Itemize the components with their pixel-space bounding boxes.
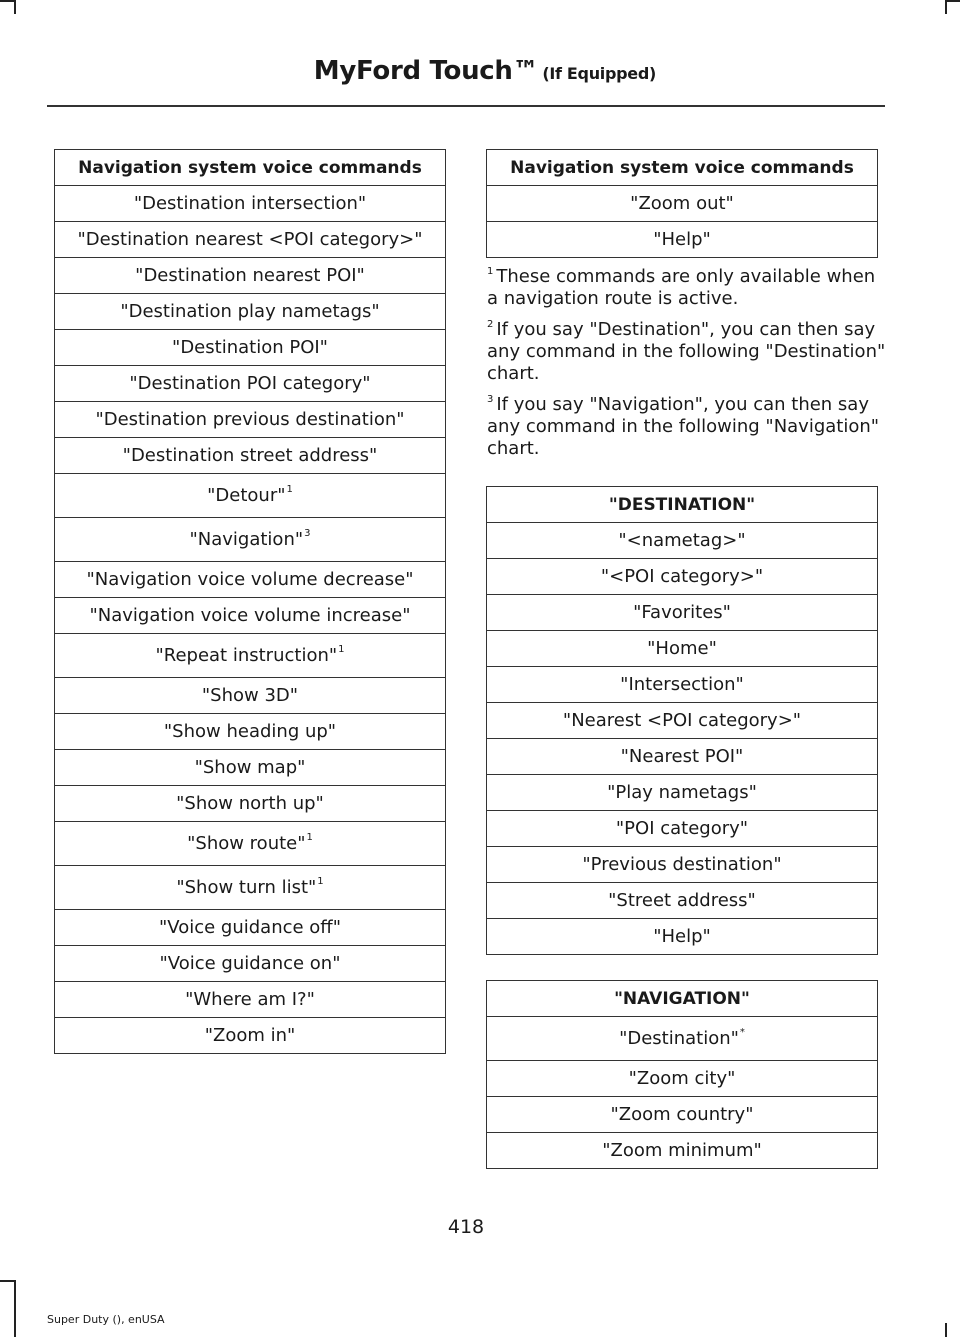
command-cell: [487, 667, 878, 703]
page-header: [314, 56, 656, 86]
header-title-suffix: (If Equipped): [542, 64, 656, 83]
command-text: "Play nametags": [607, 782, 757, 803]
crop-mark: [945, 0, 960, 2]
table-row: [55, 438, 446, 474]
table-row: [55, 186, 446, 222]
command-text: "Destination nearest <POI category>": [77, 229, 423, 250]
command-cell: [55, 438, 446, 474]
footnote-marker: 1: [487, 266, 494, 277]
command-text: "Repeat instruction": [155, 645, 338, 666]
table-row: [487, 811, 878, 847]
command-cell: [55, 866, 446, 910]
table-row: [55, 786, 446, 822]
command-cell: [55, 186, 446, 222]
command-text: "Voice guidance on": [159, 953, 341, 974]
table-row: [487, 667, 878, 703]
voice-commands-table: [54, 149, 446, 1054]
command-text: "POI category": [615, 818, 749, 839]
voice-commands-table-continued: [486, 149, 878, 258]
footer-doc-info: Super Duty (), enUSA: [47, 1313, 165, 1326]
command-cell: [55, 982, 446, 1018]
command-text: "<POI category>": [600, 566, 764, 587]
footnote-text: If you say "Destination", you can then say any command in the following "Destination" chart.: [487, 319, 886, 384]
command-text: "Show map": [194, 757, 306, 778]
command-text: "Help": [653, 926, 711, 947]
footnote: [487, 319, 887, 385]
command-cell: [55, 222, 446, 258]
command-text: "Favorites": [633, 602, 731, 623]
command-cell: [487, 883, 878, 919]
table-row: [55, 258, 446, 294]
table-row: [55, 714, 446, 750]
table-row: [487, 559, 878, 595]
footnote: [487, 394, 887, 460]
table-row: [55, 982, 446, 1018]
table-heading: "DESTINATION": [487, 487, 878, 523]
header-title: MyFord Touch™: [313, 56, 539, 86]
command-text: "Show heading up": [163, 721, 337, 742]
command-text: "Home": [647, 638, 717, 659]
crop-mark: [0, 0, 14, 2]
command-cell: [487, 919, 878, 955]
command-text: "Navigation voice volume decrease": [86, 569, 414, 590]
table-row: [55, 402, 446, 438]
command-cell: [55, 1018, 446, 1054]
command-cell: [487, 595, 878, 631]
table-row: [55, 562, 446, 598]
command-cell: [55, 258, 446, 294]
command-cell: [55, 330, 446, 366]
table-row: [487, 222, 878, 258]
command-text: "Street address": [608, 890, 756, 911]
command-cell: [55, 678, 446, 714]
table-row: [487, 739, 878, 775]
table-row: [55, 866, 446, 910]
command-text: "Show north up": [176, 793, 324, 814]
crop-mark: [0, 1280, 14, 1282]
footnotes: [487, 266, 887, 469]
command-cell: [487, 811, 878, 847]
table-row: [55, 518, 446, 562]
command-text: "Detour": [207, 485, 286, 506]
command-text: "Zoom minimum": [602, 1140, 762, 1161]
table-row: [55, 474, 446, 518]
command-cell: [487, 523, 878, 559]
footnote-marker: 1: [317, 876, 324, 887]
table-row: [487, 883, 878, 919]
table-row: [55, 222, 446, 258]
command-cell: [487, 1097, 878, 1133]
table-row: [487, 847, 878, 883]
table-row: [487, 631, 878, 667]
table-row: [55, 598, 446, 634]
command-text: "Zoom country": [610, 1104, 754, 1125]
command-text: "Destination intersection": [133, 193, 367, 214]
table-row: [487, 1097, 878, 1133]
footnote-text: These commands are only available when a navigation route is active.: [487, 266, 876, 309]
table-heading: Navigation system voice commands: [55, 150, 446, 186]
command-cell: [487, 703, 878, 739]
command-cell: [55, 402, 446, 438]
crop-mark: [14, 0, 16, 14]
table-row: [55, 822, 446, 866]
footnote-marker: 1: [338, 644, 345, 655]
command-cell: [487, 186, 878, 222]
command-text: "Help": [653, 229, 711, 250]
table-row: [487, 595, 878, 631]
command-cell: [55, 946, 446, 982]
footnote-marker: 1: [286, 484, 293, 495]
command-text: "Where am I?": [185, 989, 315, 1010]
table-row: [487, 1017, 878, 1061]
footnote-marker: 3: [304, 528, 311, 539]
command-cell: [55, 294, 446, 330]
footnote-marker: 1: [306, 832, 313, 843]
table-row: [55, 946, 446, 982]
footnote: [487, 266, 887, 310]
command-cell: [487, 631, 878, 667]
table-row: [55, 330, 446, 366]
table-row: [55, 750, 446, 786]
command-cell: [487, 1133, 878, 1169]
command-text: "Zoom out": [630, 193, 734, 214]
command-cell: [55, 750, 446, 786]
table-heading: Navigation system voice commands: [487, 150, 878, 186]
command-text: "Destination POI": [172, 337, 328, 358]
table-row: [55, 366, 446, 402]
command-text: "Nearest <POI category>": [562, 710, 802, 731]
footnote-marker: *: [739, 1027, 745, 1038]
command-text: "Destination previous destination": [95, 409, 405, 430]
command-text: "Nearest POI": [620, 746, 744, 767]
command-cell: [55, 562, 446, 598]
command-cell: [55, 822, 446, 866]
header-rule: [47, 105, 885, 107]
command-cell: [55, 634, 446, 678]
command-text: "Zoom in": [204, 1025, 296, 1046]
command-text: "Destination nearest POI": [135, 265, 365, 286]
command-cell: [55, 366, 446, 402]
command-cell: [55, 474, 446, 518]
table-row: [487, 919, 878, 955]
command-cell: [487, 847, 878, 883]
command-cell: [487, 1061, 878, 1097]
command-cell: [55, 910, 446, 946]
navigation-commands-table: [486, 980, 878, 1169]
footnote-marker: 2: [487, 319, 494, 330]
command-text: "Show turn list": [176, 877, 317, 898]
table-row: [487, 1061, 878, 1097]
command-text: "Intersection": [620, 674, 744, 695]
command-text: "Destination play nametags": [120, 301, 380, 322]
command-cell: [487, 559, 878, 595]
footnote-text: If you say "Navigation", you can then say any command in the following "Navigation" chart.: [487, 394, 880, 459]
command-cell: [55, 598, 446, 634]
command-cell: [487, 775, 878, 811]
table-row: [55, 1018, 446, 1054]
command-text: "Zoom city": [628, 1068, 736, 1089]
table-row: [55, 294, 446, 330]
command-text: "Navigation": [189, 529, 304, 550]
command-text: "Show route": [187, 833, 306, 854]
crop-mark: [945, 0, 947, 14]
command-text: "Previous destination": [582, 854, 782, 875]
table-row: [55, 678, 446, 714]
table-row: [55, 910, 446, 946]
command-cell: [487, 222, 878, 258]
table-heading: "NAVIGATION": [487, 981, 878, 1017]
command-cell: [55, 714, 446, 750]
command-text: "Destination street address": [122, 445, 378, 466]
command-cell: [487, 739, 878, 775]
crop-mark: [945, 1323, 947, 1337]
command-text: "<nametag>": [618, 530, 746, 551]
page-number: 418: [447, 1216, 485, 1238]
command-text: "Destination": [619, 1028, 739, 1049]
table-row: [487, 1133, 878, 1169]
footnote-marker: 3: [487, 394, 494, 405]
table-row: [487, 186, 878, 222]
crop-mark: [14, 1280, 16, 1337]
table-row: [487, 523, 878, 559]
command-cell: [55, 518, 446, 562]
table-row: [487, 775, 878, 811]
command-text: "Show 3D": [201, 685, 299, 706]
command-text: "Destination POI category": [129, 373, 371, 394]
table-row: [55, 634, 446, 678]
table-row: [487, 703, 878, 739]
command-text: "Navigation voice volume increase": [89, 605, 411, 626]
destination-commands-table: [486, 486, 878, 955]
command-cell: [487, 1017, 878, 1061]
command-text: "Voice guidance off": [159, 917, 341, 938]
command-cell: [55, 786, 446, 822]
